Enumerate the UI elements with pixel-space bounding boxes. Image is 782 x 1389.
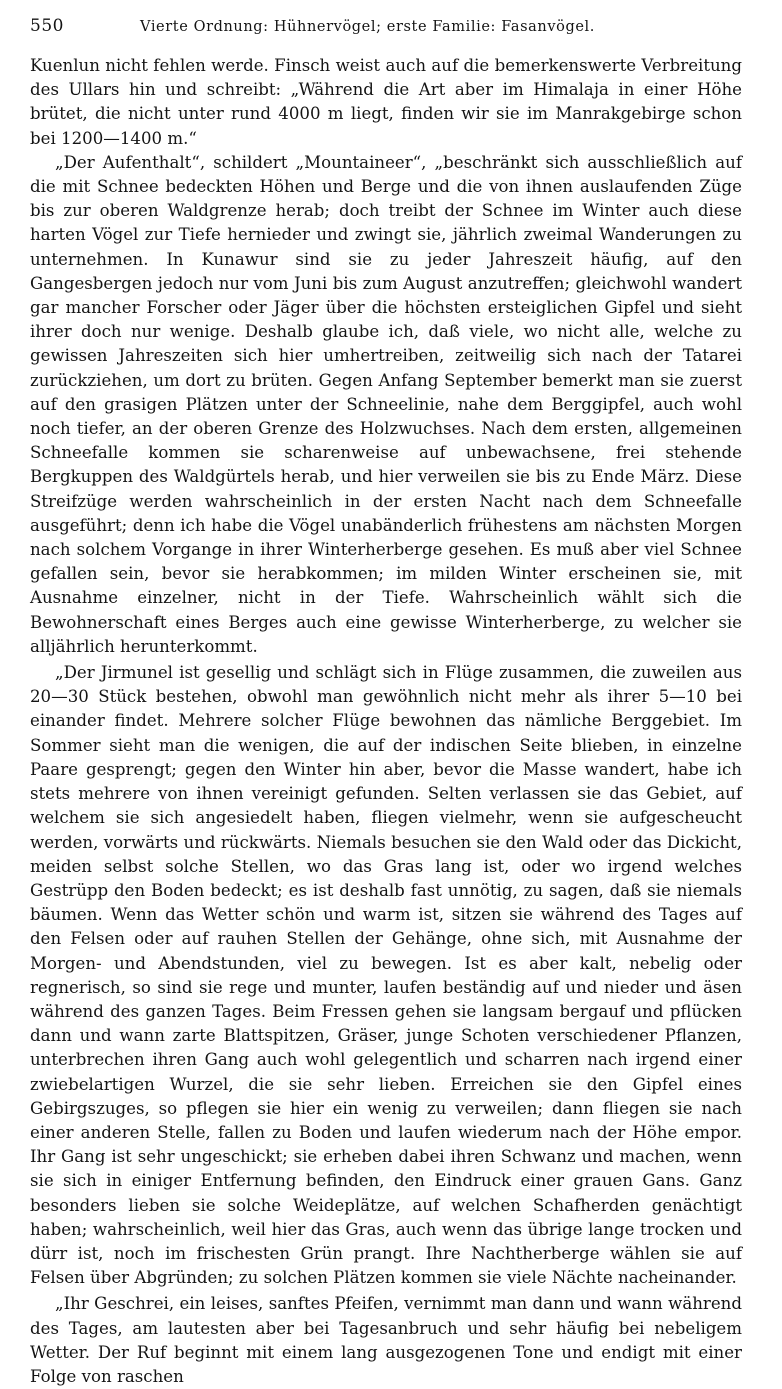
paragraph-continuation: Kuenlun nicht fehlen werde. Finsch weist auch auf die bemerkenswerte Verbreitung des Ullars hin und schreibt: „Während die Art aber im Himalaja in einer Höhe brütet, die nicht unter rund 4000 m liegt, finden wir sie im Manrakgebirge schon bei 1200—1400 m.“ [30, 56, 742, 148]
paragraph-jirmunel: „Der Jirmunel ist gesellig und schlägt sich in Flüge zusammen, die zuweilen aus 20—30 Stück bestehen, obwohl man gewöhnlich nicht mehr als ihrer 5—10 bei einander findet. Mehrere solcher Flüge bewohnen das nämliche Berggebiet. Im Sommer sieht man die wenigen, die auf der indischen Seite blieben, in einzelne Paare gesprengt; gegen den Winter hin aber, bevor die Masse wandert, habe ich stets mehrere von ihnen vereinigt gefunden. Selten verlassen sie das Gebiet, auf welchem sie sich angesiedelt haben, fliegen vielmehr, wenn sie aufgescheucht werden, vorwärts und rückwärts. Niemals besuchen sie den Wald oder das Dickicht, meiden selbst solche Stellen, wo das Gras lang ist, oder wo irgend welches Gestrüpp den Boden bedeckt; es ist deshalb fast unnötig, zu sagen, daß sie niemals bäumen. Wenn das Wetter schön und warm ist, sitzen sie während des Tages auf den Felsen oder auf rauhen Stellen der Gehänge, ohne sich, mit Ausnahme der Morgen- und Abendstunden, viel zu bewegen. Ist es aber kalt, nebelig oder regnerisch, so sind sie rege und munter, laufen beständig auf und nieder und äsen während des ganzen Tages. Beim Fressen gehen sie langsam bergauf und pflücken dann und wann zarte Blattspitzen, Gräser, junge Schoten verschiedener Pflanzen, unterbrechen ihren Gang auch wohl gelegentlich und scharren nach irgend einer zwiebelartigen Wurzel, die sie sehr lieben. Erreichen sie den Gipfel eines Gebirgszuges, so pflegen sie hier ein wenig zu verweilen; dann fliegen sie nach einer anderen Stelle, fallen zu Boden und laufen wiederum nach der Höhe empor. Ihr Gang ist sehr ungeschickt; sie erheben dabei ihren Schwanz und machen, wenn sie sich in einiger Entfernung befinden, den Eindruck einer grauen Gans. Ganz besonders lieben sie solche Weideplätze, auf welchen Schafherden genächtigt haben; wahrscheinlich, weil hier das Gras, auch wenn das übrige lange trocken und dürr ist, noch im frischesten Grün prangt. Ihre Nachtherberge wählen sie auf Felsen über Abgründen; zu solchen Plätzen kommen sie viele Nächte nacheinander. [30, 663, 742, 1288]
paragraph-aufenthalt: „Der Aufenthalt“, schildert „Mountaineer“, „beschränkt sich ausschließlich auf die mit Schnee bedeckten Höhen und Berge und die von ihnen auslaufenden Züge bis zur oberen Waldgrenze herab; doch treibt der Schnee im Winter auch diese harten Vögel zur Tiefe hernieder und zwingt sie, jährlich zweimal Wanderungen zu unternehmen. In Kunawur sind sie zu jeder Jahreszeit häufig, auf den Gangesbergen jedoch nur vom Juni bis zum August anzutreffen; gleichwohl wandert gar mancher Forscher oder Jäger über die höchsten ersteiglichen Gipfel und sieht ihrer doch nur wenige. Deshalb glaube ich, daß viele, wo nicht alle, welche zu gewissen Jahreszeiten sich hier umhertreiben, zeitweilig sich nach der Tatarei zurückziehen, um dort zu brüten. Gegen Anfang September bemerkt man sie zuerst auf den grasigen Plätzen unter der Schneelinie, nahe dem Berggipfel, auch wohl noch tiefer, an der oberen Grenze des Holzwuchses. Nach dem ersten, allgemeinen Schneefalle kommen sie scharenweise auf unbewachsene, frei stehende Bergkuppen des Waldgürtels herab, und hier verweilen sie bis zu Ende März. Diese Streifzüge werden wahrscheinlich in der ersten Nacht nach dem Schneefalle ausgeführt; denn ich habe die Vögel unabänderlich frühestens am nächsten Morgen nach solchem Vorgange in ihrer Winterherberge gesehen. Es muß aber viel Schnee gefallen sein, bevor sie herabkommen; im milden Winter erscheinen sie, mit Ausnahme einzelner, nicht in der Tiefe. Wahrscheinlich wählt sich die Bewohnerschaft eines Berges auch eine gewisse Winterherberge, zu welcher sie alljährlich herunterkommt. [30, 152, 742, 656]
running-head [30, 16, 742, 42]
running-head-title: Vierte Ordnung: Hühnervögel; erste Familie: Fasanvögel. [140, 19, 595, 35]
paragraph-geschrei: „Ihr Geschrei, ein leises, sanftes Pfeifen, vernimmt man dann und wann während des Tages, am lautesten aber bei Tagesanbruch und sehr häufig bei nebeligem Wetter. Der Ruf beginnt mit einem lang ausgezogenen Tone und endigt mit einer Folge von raschen [30, 1294, 742, 1386]
body-text [30, 54, 742, 1389]
page-number: 550 [30, 16, 64, 36]
book-page [30, 16, 742, 1389]
